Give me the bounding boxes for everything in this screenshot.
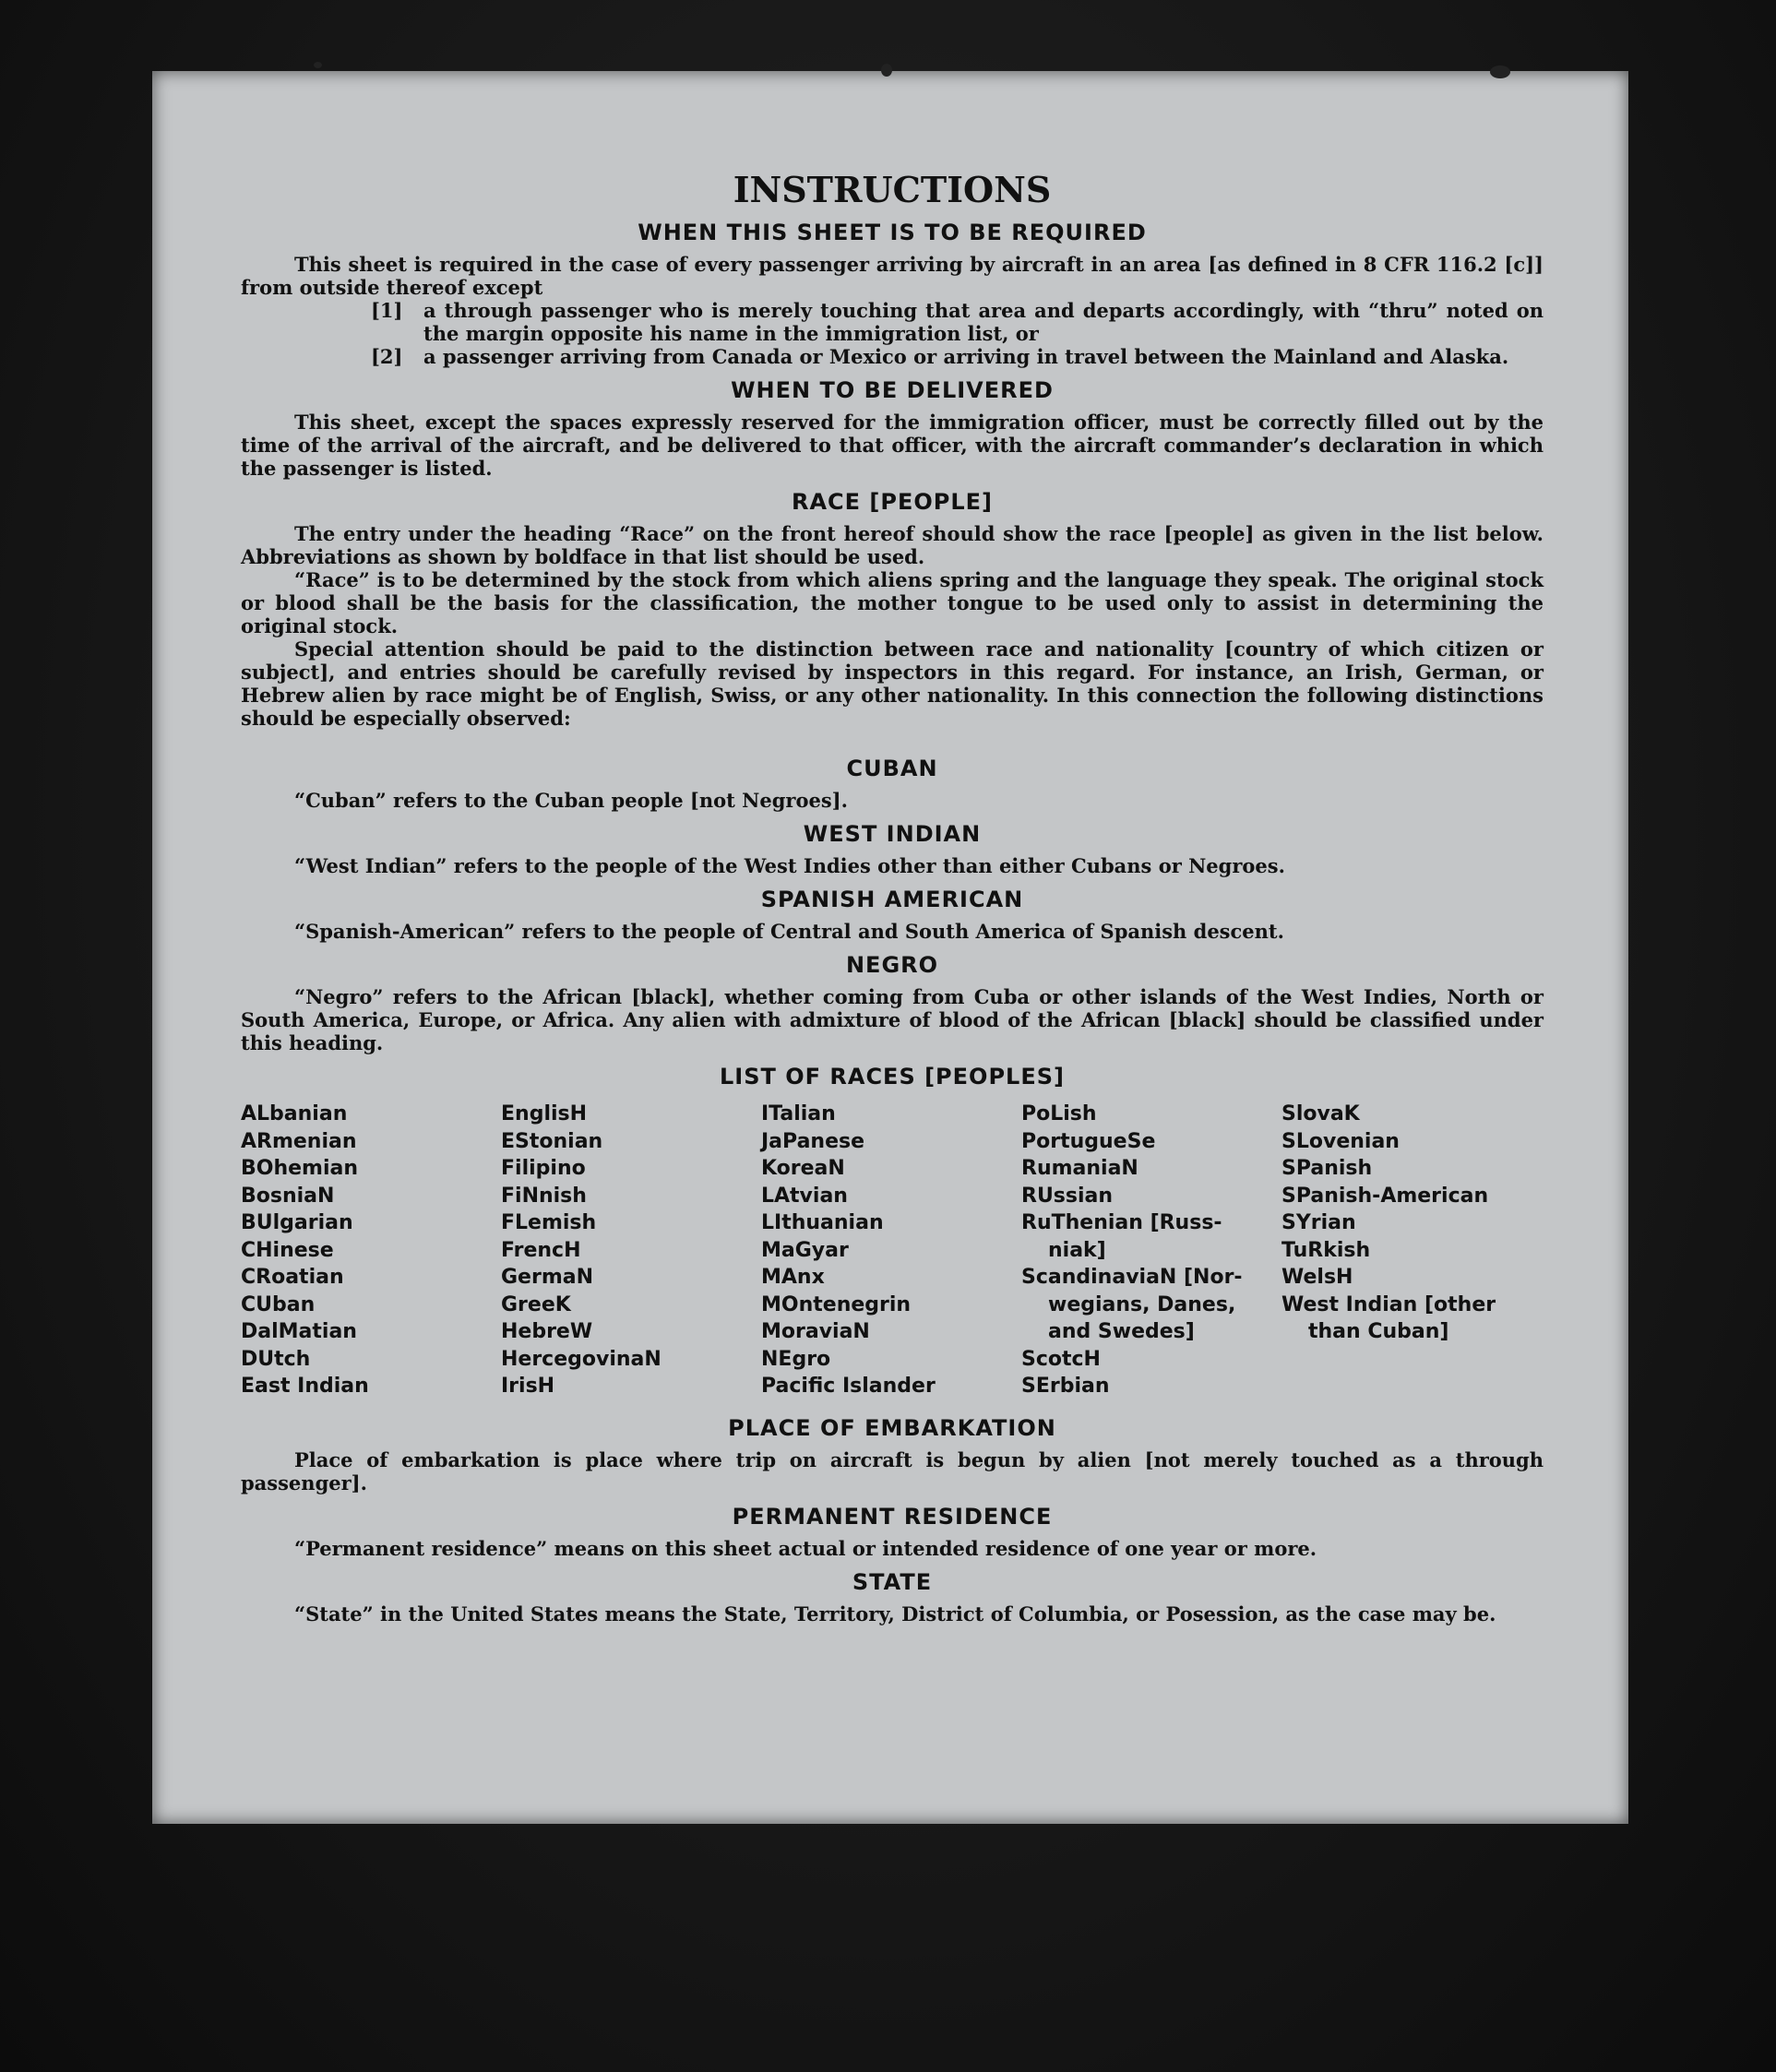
section-paragraph: “Race” is to be determined by the stock from which aliens spring and the language they speak. The original stock or blood shall be the basis for the classification, the mother tongue to be used only to assist in determining the original stock. — [241, 568, 1544, 637]
scan-speck — [1490, 65, 1510, 78]
section-paragraph: “Spanish-American” refers to the people of Central and South America of Spanish descent. — [294, 920, 1284, 943]
section-paragraph: Place of embarkation is place where trip on aircraft is begun by alien [not merely touched as a through passenger]. — [241, 1447, 1544, 1494]
races-column — [1281, 1101, 1542, 1400]
race-entry: JaPanese — [761, 1129, 865, 1153]
races-column — [761, 1101, 1021, 1400]
race-entry: SlovaK — [1281, 1102, 1360, 1125]
race-entry: PoLish — [1021, 1102, 1097, 1125]
section-heading: NEGRO — [845, 952, 939, 978]
document-sheet — [152, 71, 1628, 1824]
section-paragraph: “Negro” refers to the African [black], whether coming from Cuba or other islands of the West Indies, North or South America, Europe, or Africa. Any alien with admixture of blood of the African [black] should be classified under this heading. — [241, 985, 1544, 1054]
race-entry: FrencH — [501, 1238, 581, 1262]
race-entry: CHinese — [241, 1238, 334, 1262]
race-entry: ScandinaviaN [Nor- — [1021, 1266, 1243, 1289]
race-entry: BUlgarian — [241, 1211, 353, 1234]
section-paragraph: This sheet, except the spaces expressly reserved for the immigration officer, must be correctly filled out by the time of the arrival of the aircraft, and be delivered to that officer, with the aircraft commander’s declaration in which the passenger is listed. — [241, 411, 1544, 480]
race-entry: RUssian — [1021, 1184, 1114, 1208]
section-heading: STATE — [852, 1568, 933, 1595]
race-entry: HercegovinaN — [501, 1347, 662, 1371]
race-entry: LIthuanian — [761, 1211, 884, 1234]
race-entry: ITalian — [761, 1102, 836, 1125]
race-entry: DUtch — [241, 1347, 311, 1371]
race-entry: KoreaN — [761, 1157, 845, 1180]
race-entry: GermaN — [501, 1266, 594, 1289]
race-entry: IrisH — [501, 1375, 555, 1398]
race-entry: MaGyar — [761, 1238, 849, 1262]
race-entry: MoraviaN — [761, 1320, 870, 1343]
page-title: INSTRUCTIONS — [733, 169, 1052, 210]
race-entry: and Swedes] — [1048, 1320, 1195, 1343]
exception-item — [241, 345, 1544, 368]
race-entry: NEgro — [761, 1347, 831, 1371]
race-entry: Filipino — [501, 1157, 586, 1180]
race-entry: RuThenian [Russ- — [1021, 1211, 1222, 1234]
race-entry: CUban — [241, 1292, 316, 1316]
races-column — [241, 1101, 501, 1400]
race-entry: ARmenian — [241, 1129, 357, 1153]
races-table — [241, 1101, 1544, 1400]
race-entry: FiNnish — [501, 1184, 587, 1208]
section-heading: WHEN THIS SHEET IS TO BE REQUIRED — [638, 220, 1147, 245]
race-entry: LAtvian — [761, 1184, 848, 1208]
section-paragraph: This sheet is required in the case of every passenger arriving by aircraft in an area [as defined in 8 CFR 116.2 [c]] from outside thereof except — [241, 253, 1544, 299]
race-entry: TuRkish — [1281, 1238, 1371, 1262]
race-entry: ScotcH — [1021, 1347, 1101, 1371]
race-entry: wegians, Danes, — [1048, 1292, 1236, 1316]
section-heading: WEST INDIAN — [803, 821, 982, 847]
item-number: [1] — [371, 299, 403, 322]
section-heading: CUBAN — [846, 756, 938, 781]
race-entry: PortugueSe — [1021, 1129, 1156, 1153]
race-entry: HebreW — [501, 1320, 593, 1343]
race-entry: EnglisH — [501, 1102, 588, 1125]
race-entry: BosniaN — [241, 1184, 335, 1208]
item-number: [2] — [371, 345, 403, 368]
section-heading: WHEN TO BE DELIVERED — [731, 377, 1054, 403]
race-entry: DalMatian — [241, 1320, 357, 1343]
race-entry: FLemish — [501, 1211, 597, 1234]
races-heading: LIST OF RACES [PEOPLES] — [720, 1064, 1065, 1090]
exception-item — [241, 299, 1544, 345]
race-entry: EStonian — [501, 1129, 603, 1153]
section-paragraph: “State” in the United States means the State, Territory, District of Columbia, or Posession, as the case may be. — [294, 1602, 1496, 1625]
race-entry: SYrian — [1281, 1211, 1356, 1234]
item-text: a through passenger who is merely touching that area and departs accordingly, with “thru” noted on the margin opposite his name in the immigration list, or — [423, 299, 1544, 345]
race-entry: MOntenegrin — [761, 1292, 912, 1316]
race-entry: GreeK — [501, 1292, 571, 1316]
section-paragraph: Special attention should be paid to the distinction between race and nationality [country of which citizen or subject], and entries should be carefully revised by inspectors in this regard. For instance, an Irish, German, or Hebrew alien by race might be of English, Swiss, or any other nationality. In this connection the following distinctions should be especially observed: — [241, 637, 1544, 730]
section-heading: SPANISH AMERICAN — [760, 887, 1024, 912]
section-heading: RACE [PEOPLE] — [791, 489, 994, 515]
race-entry: MAnx — [761, 1266, 825, 1289]
race-entry: SPanish-American — [1281, 1184, 1489, 1208]
section-heading: PERMANENT RESIDENCE — [732, 1503, 1053, 1530]
race-entry: SLovenian — [1281, 1129, 1400, 1153]
section-paragraph: “Cuban” refers to the Cuban people [not Negroes]. — [294, 789, 848, 812]
race-entry: WelsH — [1281, 1266, 1353, 1289]
race-entry: SErbian — [1021, 1375, 1110, 1398]
races-column — [501, 1101, 761, 1400]
race-entry: CRoatian — [241, 1266, 344, 1289]
scan-speck — [881, 64, 892, 77]
race-entry: niak] — [1048, 1238, 1106, 1262]
race-entry: East Indian — [241, 1375, 369, 1398]
race-entry: RumaniaN — [1021, 1157, 1138, 1180]
races-column — [1021, 1101, 1281, 1400]
scan-speck — [314, 62, 322, 68]
section-paragraph: The entry under the heading “Race” on the front hereof should show the race [people] as given in the list below. Abbreviations as shown by boldface in that list should be used. — [241, 522, 1544, 568]
race-entry: than Cuban] — [1308, 1320, 1449, 1343]
race-entry: ALbanian — [241, 1102, 348, 1125]
race-entry: Pacific Islander — [761, 1375, 936, 1398]
section-paragraph: “West Indian” refers to the people of the West Indies other than either Cubans or Negroes. — [294, 854, 1285, 877]
race-entry: West Indian [other — [1281, 1292, 1496, 1316]
section-heading: PLACE OF EMBARKATION — [728, 1414, 1056, 1441]
item-text: a passenger arriving from Canada or Mexico or arriving in travel between the Mainland and Alaska. — [423, 345, 1509, 368]
race-entry: SPanish — [1281, 1157, 1373, 1180]
race-entry: BOhemian — [241, 1157, 359, 1180]
section-paragraph: “Permanent residence” means on this sheet actual or intended residence of one year or more. — [294, 1536, 1317, 1560]
